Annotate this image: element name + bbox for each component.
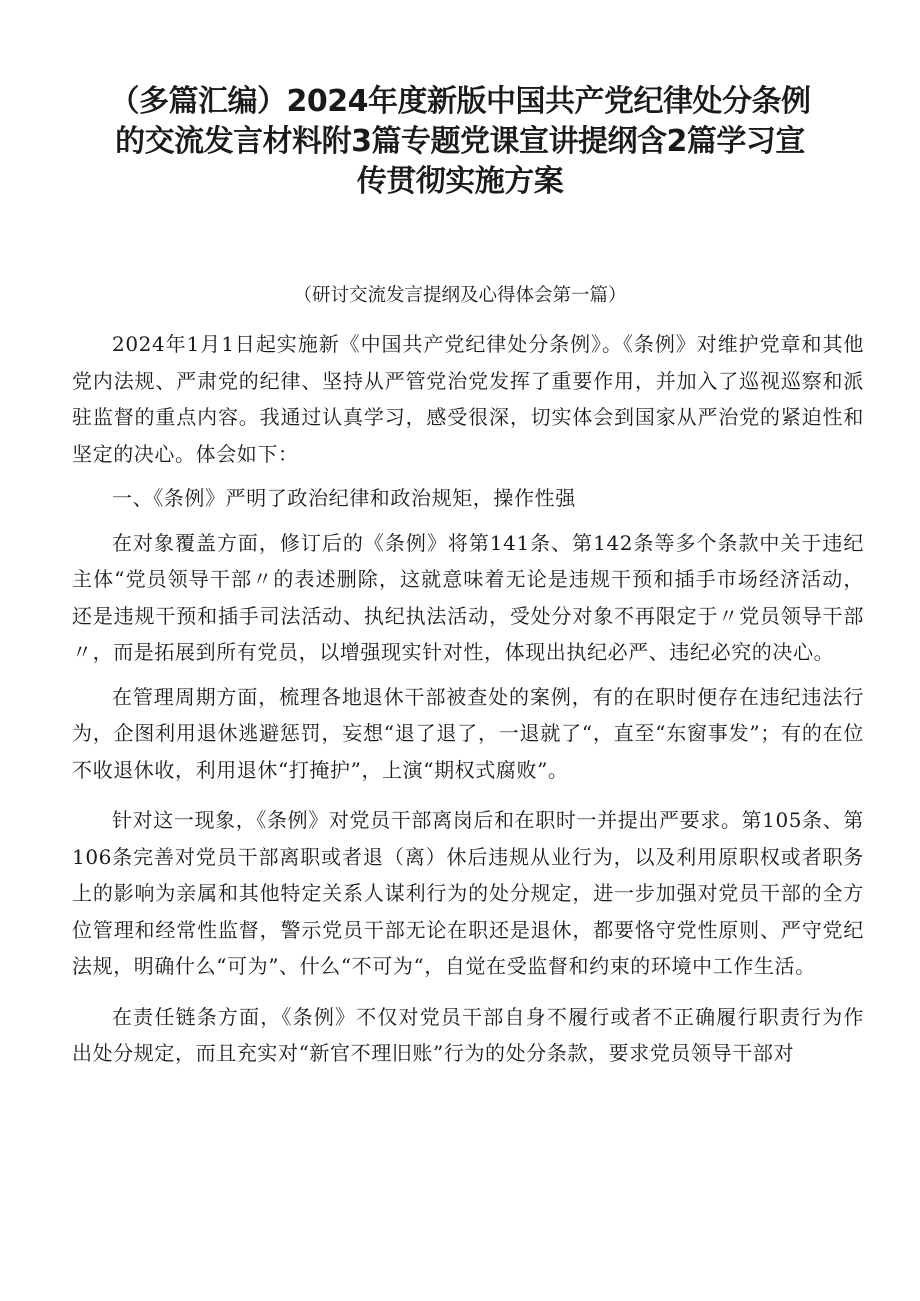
title-line-2: 的交流发言材料附3篇专题党课宣讲提纲含2篇学习宣: [115, 124, 805, 159]
document-body: [72, 326, 864, 1072]
paragraph-object-coverage: 在对象覆盖方面，修订后的《条例》将第141条、第142条等多个条款中关于违纪主体“党员领导干部〃的表述删除，这就意味着无论是违规干预和插手市场经济活动，还是违规干预和插手司法活动、执纪执法活动，受处分对象不再限定于〃党员领导干部〃，而是拓展到所有党员，以增强现实针对性，体现出执纪必严、违纪必究的决心。: [72, 530, 864, 664]
title-line-3: 传贯彻实施方案: [356, 164, 564, 199]
paragraph-response: 针对这一现象，《条例》对党员干部离岗后和在职时一并提出严要求。第105条、第106条完善对党员干部离职或者退（离）休后违规从业行为，以及利用原职权或者职务上的影响为亲属和其他特定关系人谋利行为的处分规定，进一步加强对党员干部的全方位管理和经常性监督，警示党员干部无论在职还是退休，都要恪守党性原则、严守党纪法规，明确什么“可为”、什么“不可为“，自觉在受监督和约束的环境中工作生活。: [72, 808, 864, 978]
title-line-1: （多篇汇编）2024年度新版中国共产党纪律处分条例: [109, 84, 811, 119]
section-subtitle: （研讨交流发言提纲及心得体会第一篇）: [293, 285, 627, 306]
section-heading-1: 一、《条例》严明了政治纪律和政治规矩，操作性强: [112, 486, 576, 510]
document-title: [60, 82, 860, 202]
paragraph-intro: 2024年1月1日起实施新《中国共产党纪律处分条例》。《条例》对维护党章和其他党内法规、严肃党的纪律、坚持从严管党治党发挥了重要作用，并加入了巡视巡察和派驻监督的重点内容。我通过认真学习，感受很深，切实体会到国家从严治党的紧迫性和坚定的决心。体会如下：: [72, 332, 864, 466]
paragraph-management-cycle: 在管理周期方面，梳理各地退休干部被查处的案例，有的在职时便存在违纪违法行为，企图利用退休逃避惩罚，妄想“退了退了，一退就了“，直至“东窗事发”；有的在位不收退休收，利用退休“打掩护”，上演“期权式腐败”。: [72, 684, 864, 782]
paragraph-responsibility-chain: 在责任链条方面，《条例》不仅对党员干部自身不履行或者不正确履行职责行为作出处分规定，而且充实对“新官不理旧账”行为的处分条款，要求党员领导干部对: [72, 1004, 864, 1065]
